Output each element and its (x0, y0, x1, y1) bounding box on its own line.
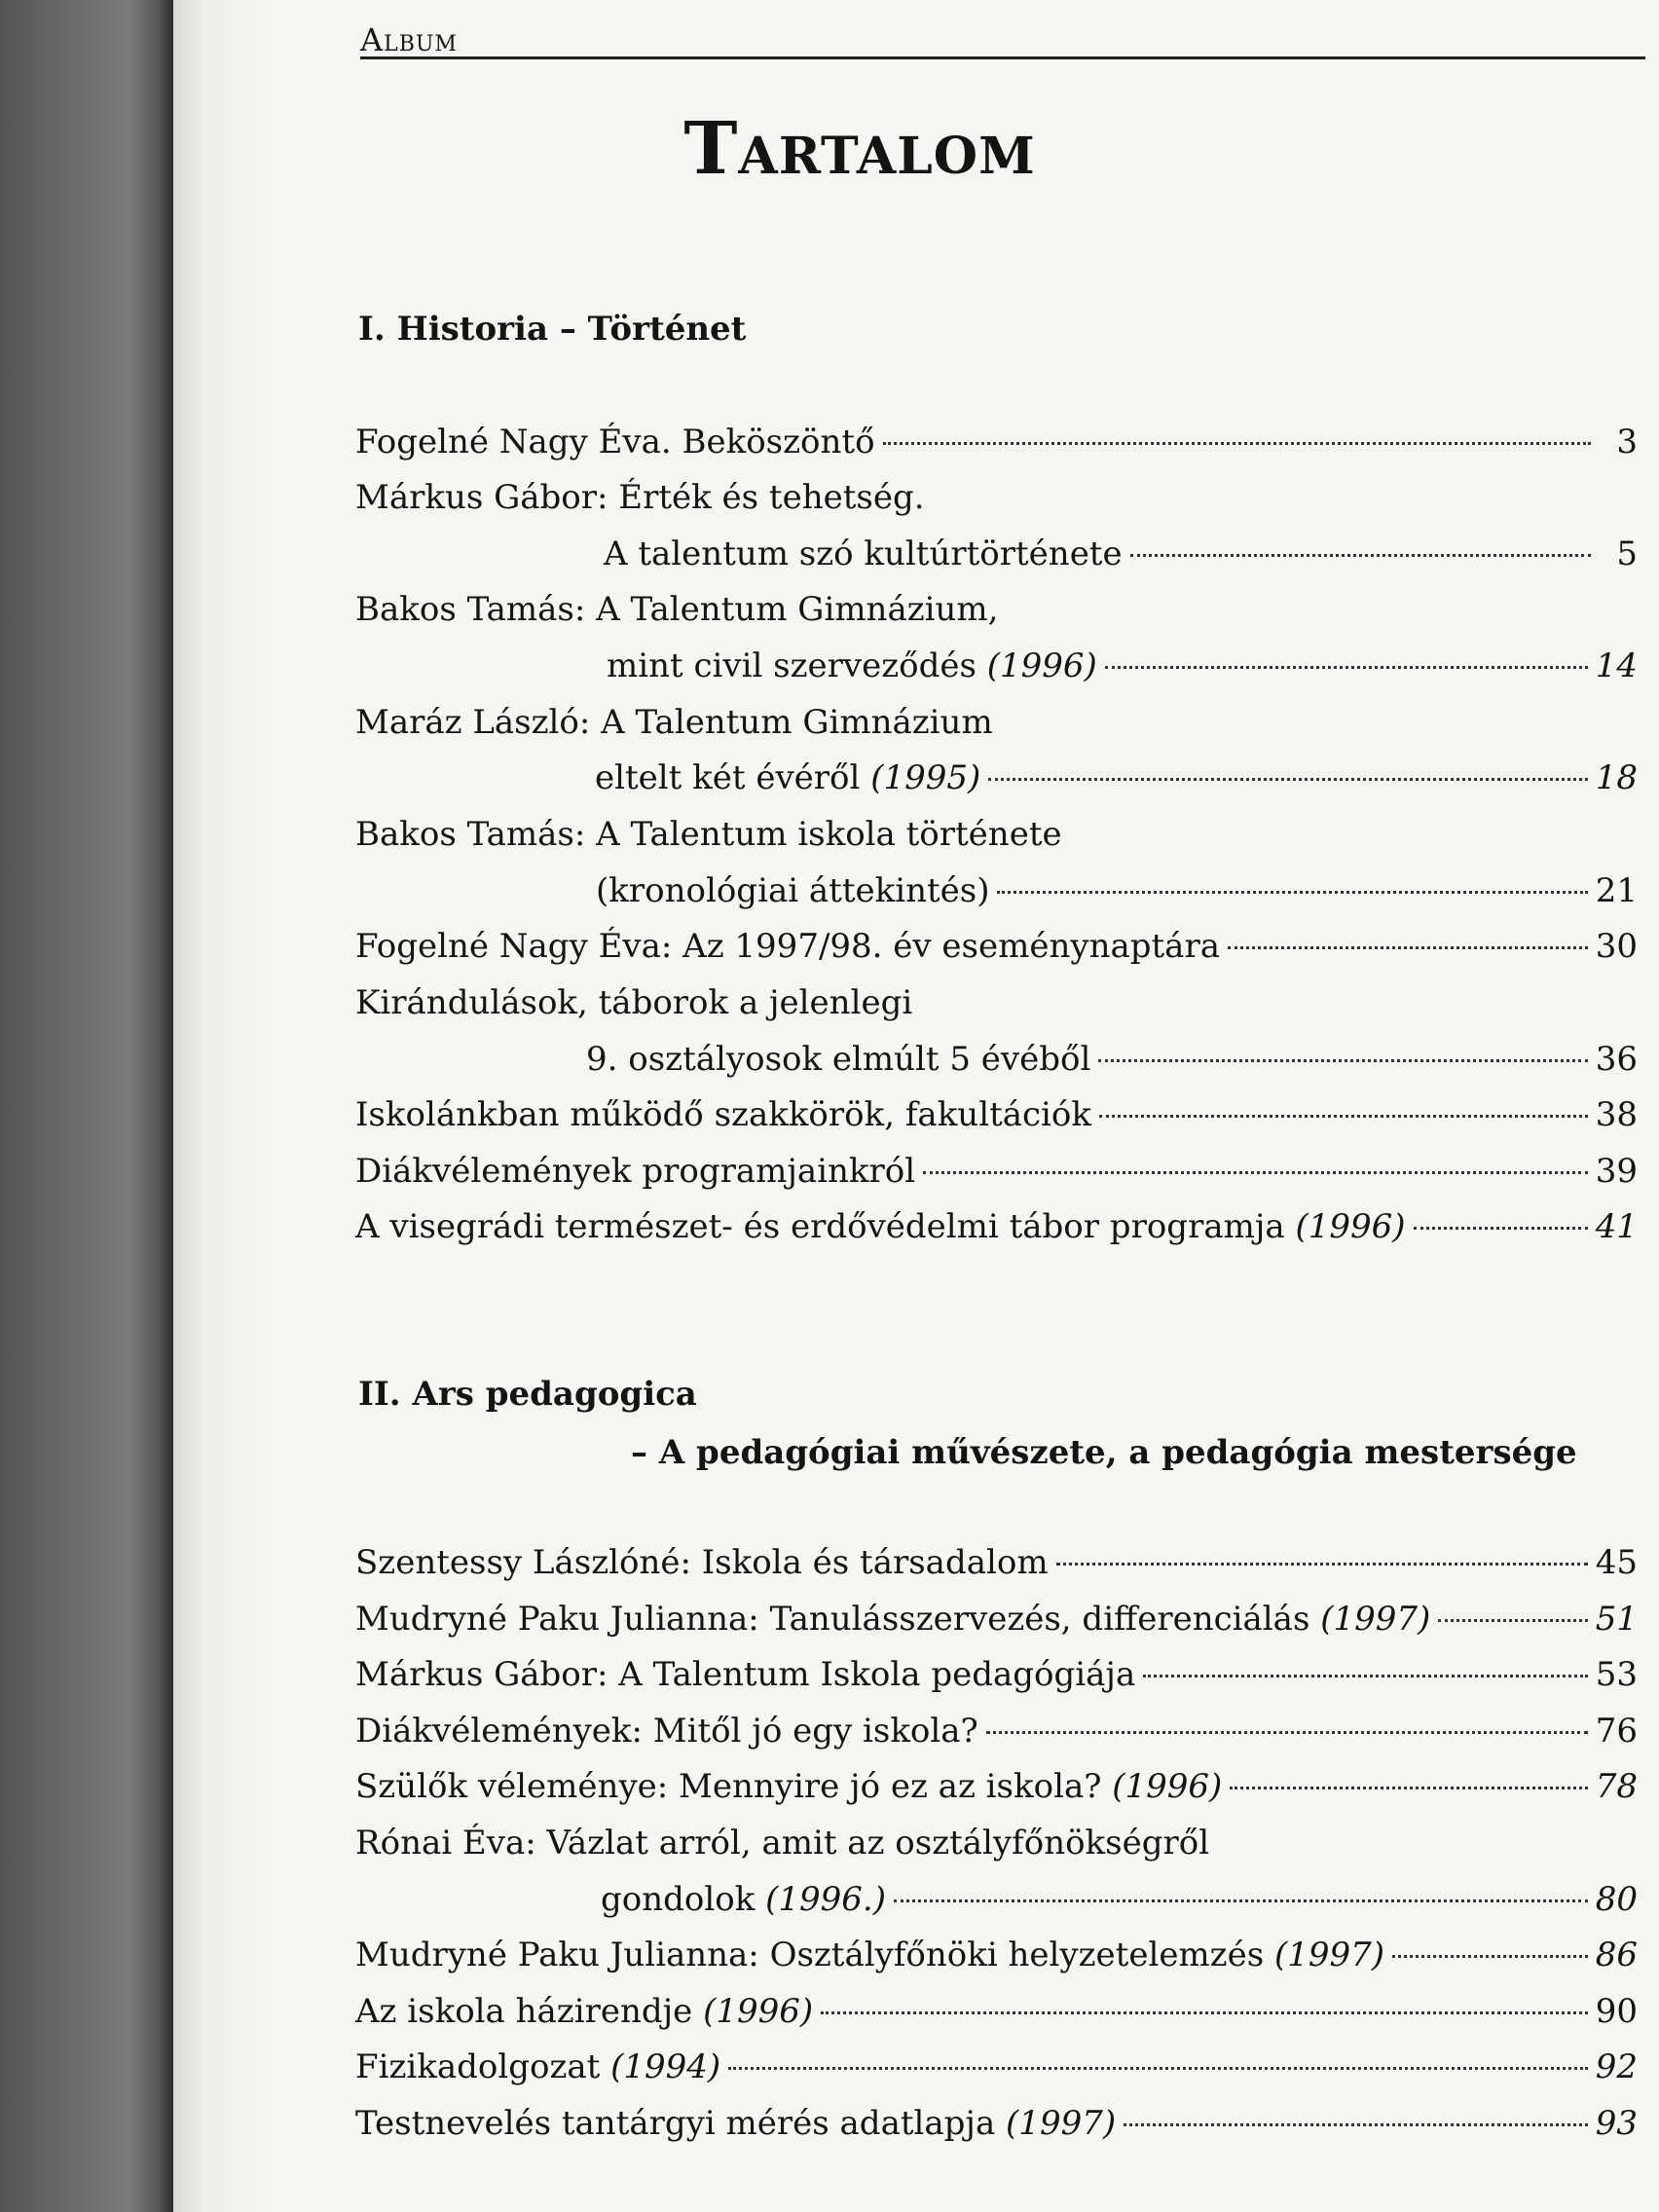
toc-entry-title: Fogelné Nagy Éva: Az 1997/98. év eseménynaptára (355, 927, 1220, 966)
toc-entry-year: (1996.) (765, 1880, 886, 1919)
toc-entry-year: (1997) (1006, 2104, 1117, 2143)
toc-entry[interactable] (355, 535, 1638, 585)
toc-entry[interactable] (355, 1880, 1638, 1931)
toc-entry-title: Fogelné Nagy Éva. Beköszöntő (355, 423, 875, 461)
toc-entry-title: Rónai Éva: Vázlat arról, amit az osztályfőnökségről (355, 1824, 1210, 1862)
toc-page-number: 39 (1595, 1152, 1638, 1191)
toc-entry-title: Kirándulások, táborok a jelenlegi (355, 983, 913, 1022)
leader-dots (988, 778, 1587, 781)
toc-entry[interactable] (355, 927, 1638, 977)
toc-page-number: 30 (1595, 927, 1638, 966)
toc-entry[interactable] (355, 1095, 1638, 1146)
toc-entry-year: (1996) (986, 646, 1097, 685)
leader-dots (1105, 666, 1588, 669)
leader-dots (894, 1899, 1588, 1902)
toc-entry-title: Fizikadolgozat (355, 2047, 601, 2086)
toc-entry-title-continued: A talentum szó kultúrtörténete (604, 535, 1123, 573)
toc-entry-title-continued: (kronológiai áttekintés) (596, 871, 990, 910)
toc-page-number: 21 (1595, 871, 1638, 910)
book-page (173, 0, 1659, 2212)
leader-dots (883, 442, 1591, 445)
leader-dots (1056, 1563, 1588, 1566)
toc-entry-title: Diákvélemények: Mitől jó egy iskola? (355, 1712, 978, 1751)
section-subheading: – A pedagógiai művészete, a pedagógia mestersége (631, 1433, 1577, 1472)
page-title: Tartalom (683, 107, 1036, 191)
toc-entry-year: (1995) (870, 758, 981, 797)
leader-dots (1099, 1115, 1588, 1118)
toc-page-number: 80 (1595, 1880, 1638, 1919)
running-head: Album (360, 21, 458, 58)
toc-entry-title: Az iskola házirendje (355, 1992, 693, 2031)
leader-dots (1414, 1227, 1588, 1230)
toc-entry[interactable] (355, 423, 1638, 473)
leader-dots (997, 891, 1587, 894)
toc-entry-title: Szentessy Lászlóné: Iskola és társadalom (355, 1543, 1049, 1582)
toc-page-number: 3 (1616, 423, 1638, 461)
toc-page-number: 76 (1595, 1712, 1638, 1751)
toc-entry[interactable] (355, 1543, 1638, 1594)
toc-entry-year: (1996) (703, 1992, 814, 2031)
toc-page-number: 93 (1595, 2104, 1638, 2143)
toc-entry[interactable] (355, 1207, 1638, 1258)
leader-dots (1098, 1059, 1587, 1062)
header-rule (360, 56, 1645, 59)
leader-dots (986, 1731, 1588, 1734)
toc-page-number: 86 (1595, 1936, 1638, 1974)
leader-dots (1230, 1787, 1587, 1789)
leader-dots (728, 2067, 1588, 2070)
toc-page-number: 36 (1595, 1040, 1638, 1079)
toc-page-number: 92 (1595, 2047, 1638, 2086)
toc-page-number: 18 (1595, 758, 1638, 797)
toc-entry[interactable] (355, 1152, 1638, 1202)
toc-entry-title: Márkus Gábor: Érték és tehetség. (355, 478, 925, 517)
toc-page-number: 90 (1595, 1992, 1638, 2031)
toc-entry-title: Diákvélemények programjainkról (355, 1152, 916, 1191)
toc-entry-year: (1994) (610, 2047, 721, 2086)
toc-page-number: 53 (1595, 1655, 1638, 1694)
toc-entry[interactable] (355, 758, 1638, 809)
leader-dots (1438, 1619, 1587, 1622)
leader-dots (1392, 1955, 1588, 1958)
toc-entry[interactable] (355, 1992, 1638, 2043)
toc-entry-title: A visegrádi természet- és erdővédelmi tábor programja (355, 1207, 1285, 1246)
toc-entry-title: Bakos Tamás: A Talentum Gimnázium, (355, 590, 999, 629)
section-heading-historia: I. Historia – Történet (358, 310, 747, 349)
toc-entry-title-continued: mint civil szerveződés (607, 646, 977, 685)
toc-page-number: 45 (1595, 1543, 1638, 1582)
toc-entry-title: Iskolánkban működő szakkörök, fakultációk (355, 1095, 1091, 1134)
toc-entry[interactable] (355, 646, 1638, 697)
toc-entry-title-continued: 9. osztályosok elmúlt 5 évéből (586, 1040, 1091, 1079)
toc-entry[interactable] (355, 2104, 1638, 2155)
toc-page-number: 14 (1595, 646, 1638, 685)
toc-entry-year: (1996) (1112, 1767, 1223, 1806)
toc-entry[interactable] (355, 871, 1638, 922)
leader-dots (923, 1171, 1588, 1174)
toc-page-number: 38 (1595, 1095, 1638, 1134)
leader-dots (821, 2011, 1588, 2014)
toc-entry-title: Márkus Gábor: A Talentum Iskola pedagógiája (355, 1655, 1136, 1694)
toc-entry[interactable] (355, 1600, 1638, 1650)
toc-entry-year: (1997) (1320, 1600, 1431, 1639)
toc-page-number: 78 (1595, 1767, 1638, 1806)
toc-entry-year: (1996) (1295, 1207, 1406, 1246)
toc-page-number: 51 (1595, 1600, 1638, 1639)
toc-entry[interactable] (355, 1712, 1638, 1762)
toc-entry[interactable] (355, 2047, 1638, 2098)
toc-entry-title: Mudryné Paku Julianna: Tanulásszervezés, differenciálás (355, 1600, 1310, 1639)
leader-dots (1228, 946, 1588, 949)
toc-entry-title: Mudryné Paku Julianna: Osztályfőnöki helyzetelemzés (355, 1936, 1265, 1974)
toc-page-number: 41 (1595, 1207, 1638, 1246)
toc-entry-title-continued: eltelt két évéről (595, 758, 861, 797)
toc-entry-title: Szülők véleménye: Mennyire jó ez az iskola? (355, 1767, 1102, 1806)
book-spine-shadow (0, 0, 173, 2212)
toc-entry[interactable] (355, 1040, 1638, 1090)
leader-dots (1130, 554, 1591, 557)
toc-entry[interactable] (355, 1767, 1638, 1818)
toc-entry-title-continued: gondolok (601, 1880, 756, 1919)
toc-page-number: 5 (1616, 535, 1638, 573)
toc-entry[interactable] (355, 1936, 1638, 1986)
toc-entry-title: Bakos Tamás: A Talentum iskola története (355, 815, 1062, 854)
leader-dots (1143, 1675, 1588, 1677)
toc-entry-title: Maráz László: A Talentum Gimnázium (355, 703, 993, 742)
toc-entry[interactable] (355, 1655, 1638, 1706)
leader-dots (1124, 2123, 1588, 2126)
toc-entry-title: Testnevelés tantárgyi mérés adatlapja (355, 2104, 996, 2143)
section-heading-ars-pedagogica: II. Ars pedagogica (358, 1375, 697, 1414)
toc-entry-year: (1997) (1273, 1936, 1385, 1974)
